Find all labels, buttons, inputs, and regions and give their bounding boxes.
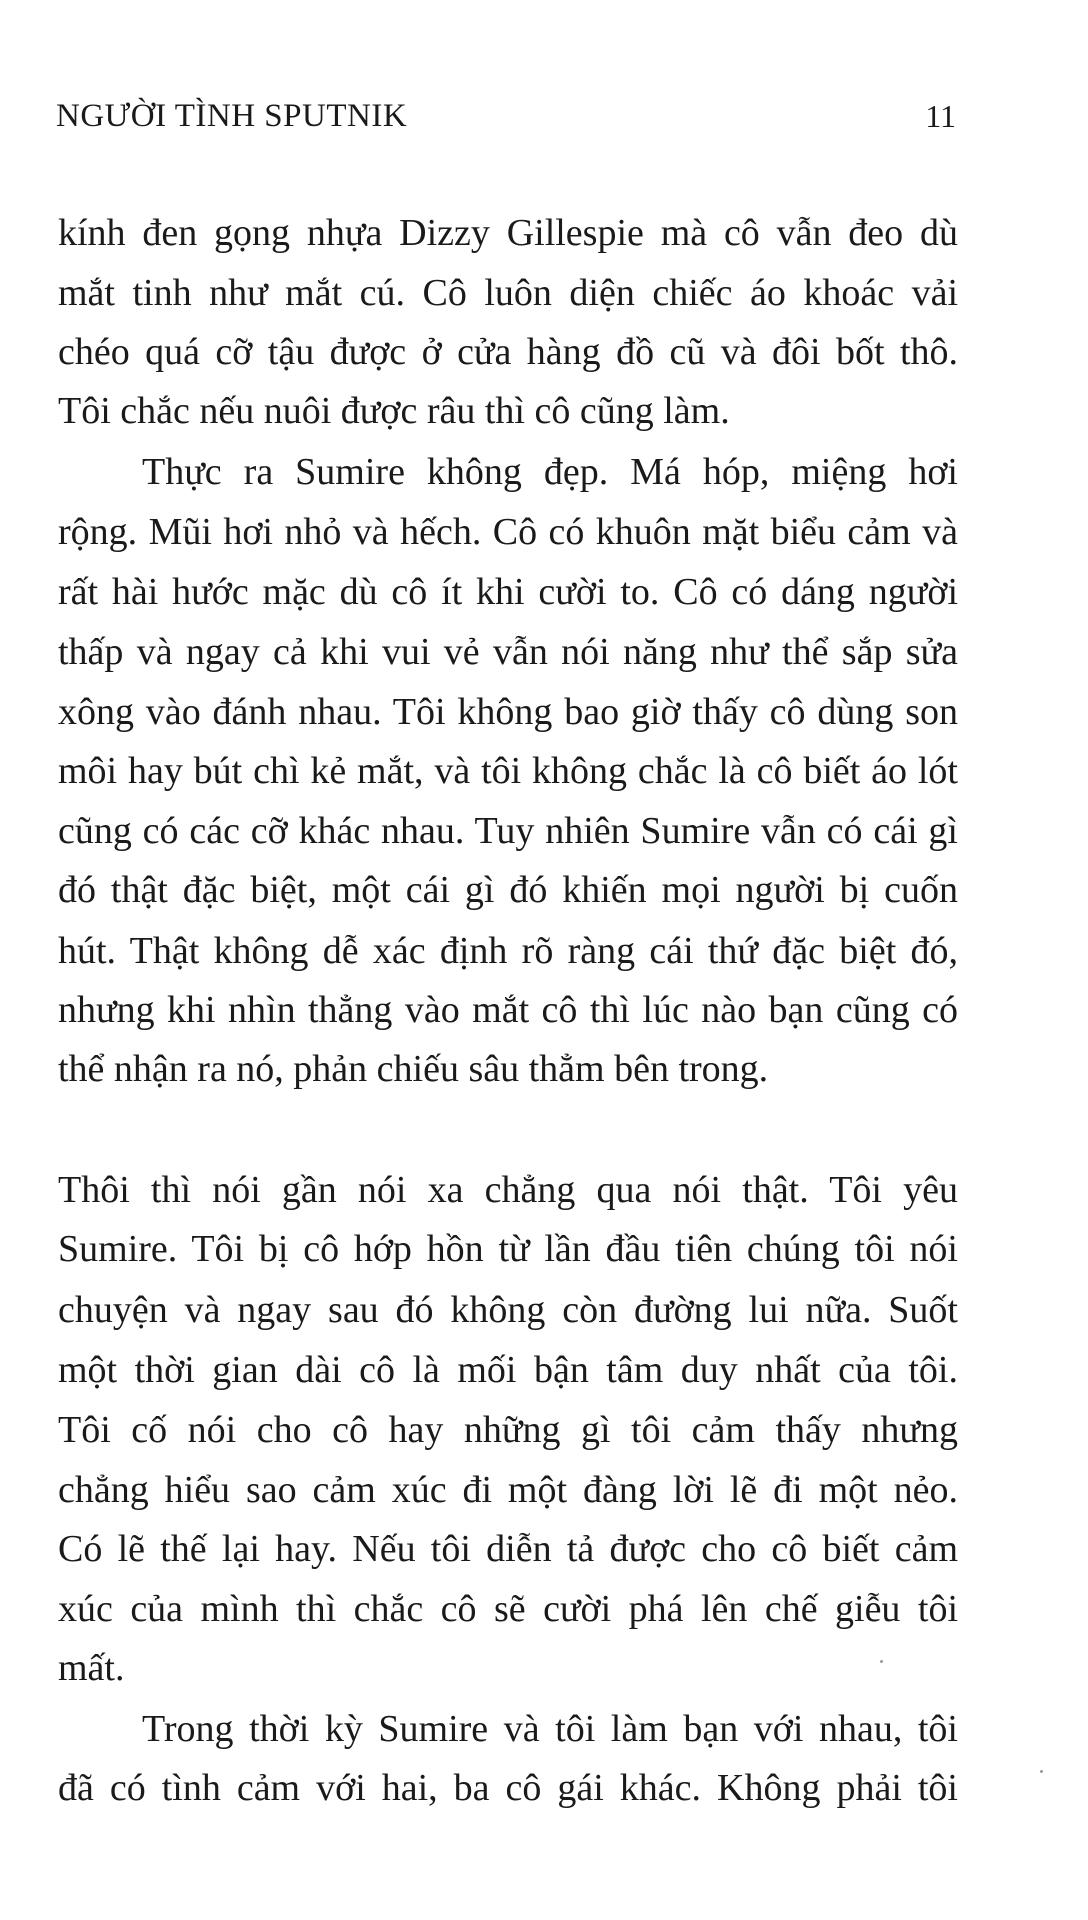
text-line: chuyện và ngay sau đó không còn đường lui nữa. Suốt [58,1289,958,1331]
paper-speck [880,1660,883,1663]
text-line: Thực ra Sumire không đẹp. Má hóp, miệng hơi [142,451,958,493]
text-line: hút. Thật không dễ xác định rõ ràng cái thứ đặc biệt đó, [58,930,958,972]
text-line: thấp và ngay cả khi vui vẻ vẫn nói năng như thể sắp sửa [58,631,958,673]
text-line: Tôi cố nói cho cô hay những gì tôi cảm thấy nhưng [58,1409,958,1451]
paper-speck [1040,1770,1043,1773]
text-line: thể nhận ra nó, phản chiếu sâu thẳm bên trong. [58,1048,769,1090]
text-line: rộng. Mũi hơi nhỏ và hếch. Cô có khuôn mặt biểu cảm và [58,511,958,553]
text-line: Có lẽ thế lại hay. Nếu tôi diễn tả được cho cô biết cảm [58,1528,958,1570]
text-line: mắt tinh như mắt cú. Cô luôn diện chiếc áo khoác vải [58,272,958,314]
text-line: xông vào đánh nhau. Tôi không bao giờ thấy cô dùng son [58,691,958,733]
text-line: kính đen gọng nhựa Dizzy Gillespie mà cô vẫn đeo dù [58,212,958,254]
text-line: môi hay bút chì kẻ mắt, và tôi không chắc là cô biết áo lót [58,750,958,792]
text-line: rất hài hước mặc dù cô ít khi cười to. Cô có dáng người [58,571,958,613]
text-line: một thời gian dài cô là mối bận tâm duy nhất của tôi. [58,1349,958,1391]
text-line: Trong thời kỳ Sumire và tôi làm bạn với nhau, tôi [142,1708,958,1750]
text-line: Thôi thì nói gần nói xa chẳng qua nói thật. Tôi yêu [58,1169,958,1211]
text-line: chéo quá cỡ tậu được ở cửa hàng đồ cũ và đôi bốt thô. [58,331,958,373]
text-line: đó thật đặc biệt, một cái gì đó khiến mọi người bị cuốn [58,869,958,911]
text-line: chẳng hiểu sao cảm xúc đi một đàng lời lẽ đi một nẻo. [58,1469,958,1511]
text-line: Tôi chắc nếu nuôi được râu thì cô cũng làm. [58,390,730,432]
text-line: nhưng khi nhìn thẳng vào mắt cô thì lúc nào bạn cũng có [58,989,958,1031]
running-header [56,98,956,148]
text-line: đã có tình cảm với hai, ba cô gái khác. Không phải tôi [58,1767,958,1809]
text-line: mất. [58,1647,125,1689]
text-line: cũng có các cỡ khác nhau. Tuy nhiên Sumire vẫn có cái gì [58,810,958,852]
text-line: Sumire. Tôi bị cô hớp hồn từ lần đầu tiên chúng tôi nói [58,1228,958,1270]
page-number: 11 [925,98,956,134]
text-line: xúc của mình thì chắc cô sẽ cười phá lên chế giễu tôi [58,1588,958,1630]
book-title: NGƯỜI TÌNH SPUTNIK [56,98,408,134]
